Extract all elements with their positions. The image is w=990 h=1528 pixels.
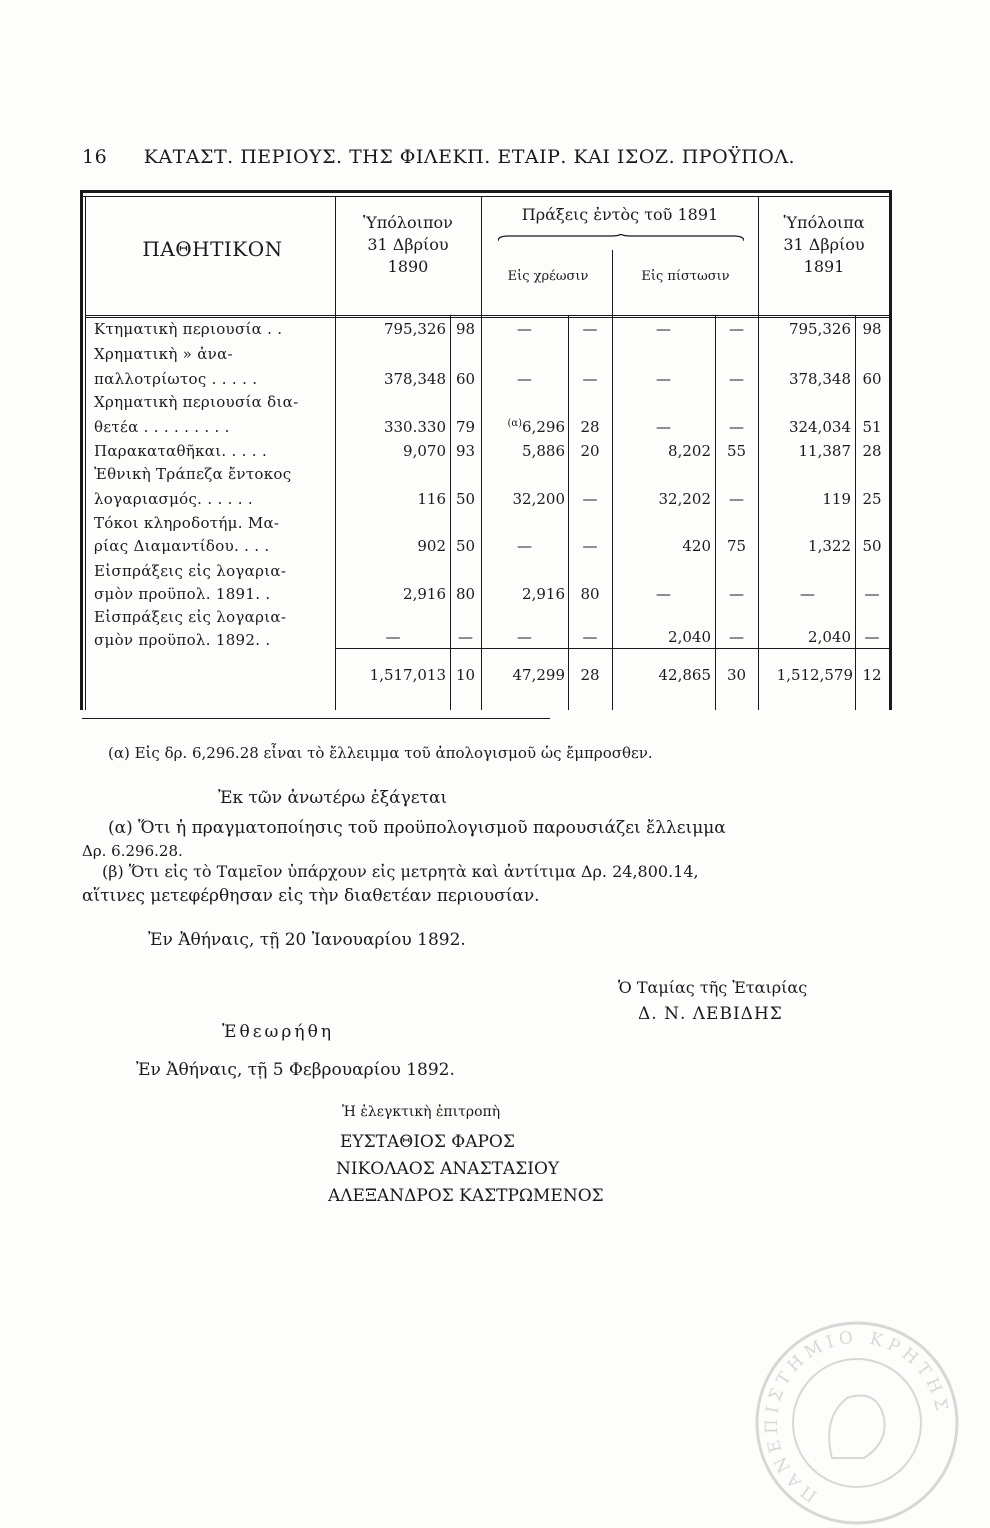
header-balance-1890 [338,212,478,278]
total-dr: 47,299 [512,666,565,684]
row-label-7a: Εἰσπράξεις εἰς λογαρια- [94,608,287,626]
row-label-5b: ρίας Διαμαντίδου. . . . [94,537,270,555]
total-b90: 1,517,013 [369,666,446,684]
row-label-4b: λογαριασμός. . . . . . [94,490,253,508]
cell-dr-2-value: 6,296 [522,418,565,436]
conclusion-a-line1: (α) Ὅτι ἡ πραγματοποίησις τοῦ προϋπολογισμοῦ παρουσιάζει ἔλλειμμα [108,818,726,838]
svg-text:ΠΑΝΕΠΙΣΤΗΜΙΟ ΚΡΗΤΗΣ [762,1328,952,1506]
cell-b90c-2: 79 [455,418,476,436]
header-balance-1891-l2: 31 Δβρίου [783,235,865,254]
total-b91c: 12 [862,666,882,684]
cell-b91-1: 378,348 [788,370,851,388]
cell-dr-7: — [517,628,532,646]
library-stamp [752,1318,962,1528]
conclusion-a-line2: Δρ. 6.296.28. [82,842,183,860]
cell-b91c-7: — [864,628,880,646]
table-title: ΠΑΘΗΤΙΚΟΝ [142,237,283,261]
total-crc: 30 [726,666,747,684]
cell-cr-1: — [656,370,671,388]
footnote: (α) Εἰς δρ. 6,296.28 εἶναι τὸ ἔλλειμμα τοῦ ἀπολογισμοῦ ὡς ἔμπροσθεν. [108,744,653,762]
table-left-rule-inner [85,196,86,710]
cell-b90c-4: 50 [455,490,476,508]
cell-b90-7: — [385,628,401,646]
row-label-0: Κτηματικὴ περιουσία . . [94,320,283,338]
footnote-rule [82,718,550,719]
cell-b90-2: 330.330 [383,418,446,436]
cell-b90c-1: 60 [455,370,476,388]
header-balance-1890-l2: 31 Δβρίου [367,235,449,254]
cell-b91c-0: 98 [862,320,882,338]
conclusion-intro: Ἐκ τῶν ἀνωτέρω ἐξάγεται [218,788,448,808]
cell-b91-4: 119 [822,490,851,508]
cell-b91-3: 11,387 [798,442,851,460]
row-label-2a: Χρηματικὴ περιουσία δια- [94,393,299,411]
cell-drc-3: 20 [580,442,600,460]
running-title: ΚΑΤΑΣΤ. ΠΕΡΙΟΥΣ. ΤΗΣ ΦΙΛΕΚΠ. ΕΤΑΙΡ. ΚΑΙ ΙΣΟΖ. ΠΡΟΫΠΟΛ. [143,146,796,168]
cell-b90-6: 2,916 [403,585,446,603]
cell-b90c-5: 50 [455,537,476,555]
date-line: Ἐν Ἀθήναις, τῇ 20 Ἰανουαρίου 1892. [148,930,466,950]
header-credit: Εἰς πίστωσιν [641,269,730,284]
conclusion-b-line1: (β) Ὅτι εἰς τὸ Ταμεῖον ὑπάρχουν εἰς μετρητὰ καὶ ἀντίτιμα Δρ. 24,800.14, [102,862,699,881]
inspected-date: Ἐν Ἀθήναις, τῇ 5 Φεβρουαρίου 1892. [136,1060,455,1080]
running-header [82,146,795,168]
row-label-3: Παρακαταθῆκαι. . . . . [94,442,268,460]
cell-drc-4: — [582,490,598,508]
row-label-6a: Εἰσπράξεις εἰς λογαρια- [94,562,287,580]
cell-drc-2: 28 [580,418,600,436]
cell-crc-5: 75 [726,537,747,555]
committee-member-2: ΝΙΚΟΛΑΟΣ ΑΝΑΣΤΑΣΙΟΥ [336,1159,560,1179]
total-b90c: 10 [455,666,476,684]
cell-b91c-5: 50 [862,537,882,555]
cell-dr-1: — [517,370,532,388]
header-balance-1891-l1: Ὑπόλοιπα [783,213,865,232]
row-label-1b: παλλοτρίωτος . . . . . [94,370,258,388]
row-label-4a: Ἐθνικὴ Τράπεζα ἔντοκος [94,465,292,483]
col-sep-cr [758,196,759,710]
footnote-marker: (α) [507,418,523,429]
table-left-rule [80,190,83,710]
stamp-text: ΠΑΝΕΠΙΣΤΗΜΙΟ ΚΡΗΤΗΣ [761,1327,952,1506]
header-brace [498,234,744,242]
row-label-7b: σμὸν προϋπολ. 1892. . [94,631,271,649]
cell-drc-1: — [582,370,598,388]
cell-drc-5: — [582,537,598,555]
cell-crc-2: — [729,418,744,436]
row-label-2b: θετέα . . . . . . . . . [94,418,230,436]
cell-crc-3: 55 [726,442,747,460]
cell-dr-6: 2,916 [522,585,565,603]
cell-crc-1: — [729,370,744,388]
header-balance-1890-l1: Ὑπόλοιπον [363,213,453,232]
committee-member-1: ΕΥΣΤΑΘΙΟΣ ΦΑΡΟΣ [340,1132,515,1152]
cell-b90-1: 378,348 [383,370,446,388]
cell-cr-4: 32,202 [658,490,711,508]
inspected-word: Ἐθεωρήθη [222,1022,335,1042]
cell-b90-5: 902 [417,537,446,555]
header-debit: Εἰς χρέωσιν [507,269,589,284]
total-drc: 28 [580,666,600,684]
cell-cr-7: 2,040 [668,628,711,646]
cell-b90c-7: — [458,628,473,646]
row-label-5a: Τόκοι κληροδοτήμ. Μα- [94,514,280,532]
cell-dr-3: 5,886 [522,442,565,460]
cell-crc-7: — [729,628,744,646]
table-top-rule-inner [80,196,892,197]
treasurer-name: Δ. Ν. ΛΕΒΙΔΗΣ [638,1004,783,1024]
cell-dr-4: 32,200 [512,490,565,508]
cell-cr-0: — [656,320,671,338]
cell-b90c-0: 98 [455,320,476,338]
cell-cr-6: — [656,585,671,603]
cell-dr-2 [483,418,565,436]
cell-drc-6: 80 [580,585,600,603]
cell-b91c-4: 25 [862,490,882,508]
row-label-6b: σμὸν προϋπολ. 1891. . [94,585,271,603]
cell-cr-3: 8,202 [668,442,711,460]
cell-drc-0: — [582,320,598,338]
cell-b91c-1: 60 [862,370,882,388]
cell-crc-6: — [729,585,744,603]
header-double-rule [85,315,889,318]
cell-b90-4: 116 [417,490,446,508]
cell-b90c-6: 80 [455,585,476,603]
cell-b90-3: 9,070 [403,442,446,460]
col-sep-dr [612,250,613,710]
cell-b91-6: — [800,585,815,603]
cell-crc-0: — [729,320,744,338]
cell-dr-5: — [517,537,532,555]
cell-b91-2: 324,034 [788,418,851,436]
cell-b91-7: 2,040 [808,628,851,646]
cell-b90-0: 795,326 [383,320,446,338]
cell-cr-2: — [656,418,671,436]
total-b91: 1,512,579 [776,666,853,684]
treasurer-title: Ὁ Ταμίας τῆς Ἑταιρίας [618,978,808,997]
totals-rule [335,648,889,649]
row-label-1a: Χρηματικὴ » ἀνα- [94,345,233,363]
table-top-rule [80,190,892,193]
cell-drc-7: — [582,628,598,646]
committee-member-3: ΑΛΕΞΑΝΔΡΟΣ ΚΑΣΤΡΩΜΕΝΟΣ [328,1186,604,1206]
liabilities-table [80,190,892,710]
header-balance-1890-l3: 1890 [387,257,429,276]
conclusion-b-line2: αἵτινες μετεφέρθησαν εἰς τὴν διαθετέαν περιουσίαν. [82,886,540,906]
header-balance-1891 [760,212,888,278]
cell-b91c-3: 28 [862,442,882,460]
committee-title: Ἡ ἐλεγκτικὴ ἐπιτροπὴ [342,1104,501,1120]
cell-b91-0: 795,326 [788,320,851,338]
header-transactions: Πράξεις ἐντὸς τοῦ 1891 [521,205,719,224]
cell-b90c-3: 93 [455,442,476,460]
page-number: 16 [82,146,108,168]
total-cr: 42,865 [658,666,711,684]
cell-cr-5: 420 [682,537,711,555]
cell-b91-5: 1,322 [808,537,851,555]
cell-crc-4: — [729,490,744,508]
cell-b91c-6: — [864,585,880,603]
header-balance-1891-l3: 1891 [803,257,845,276]
cell-b91c-2: 51 [862,418,882,436]
table-right-rule [889,190,892,710]
cell-dr-0: — [517,320,532,338]
